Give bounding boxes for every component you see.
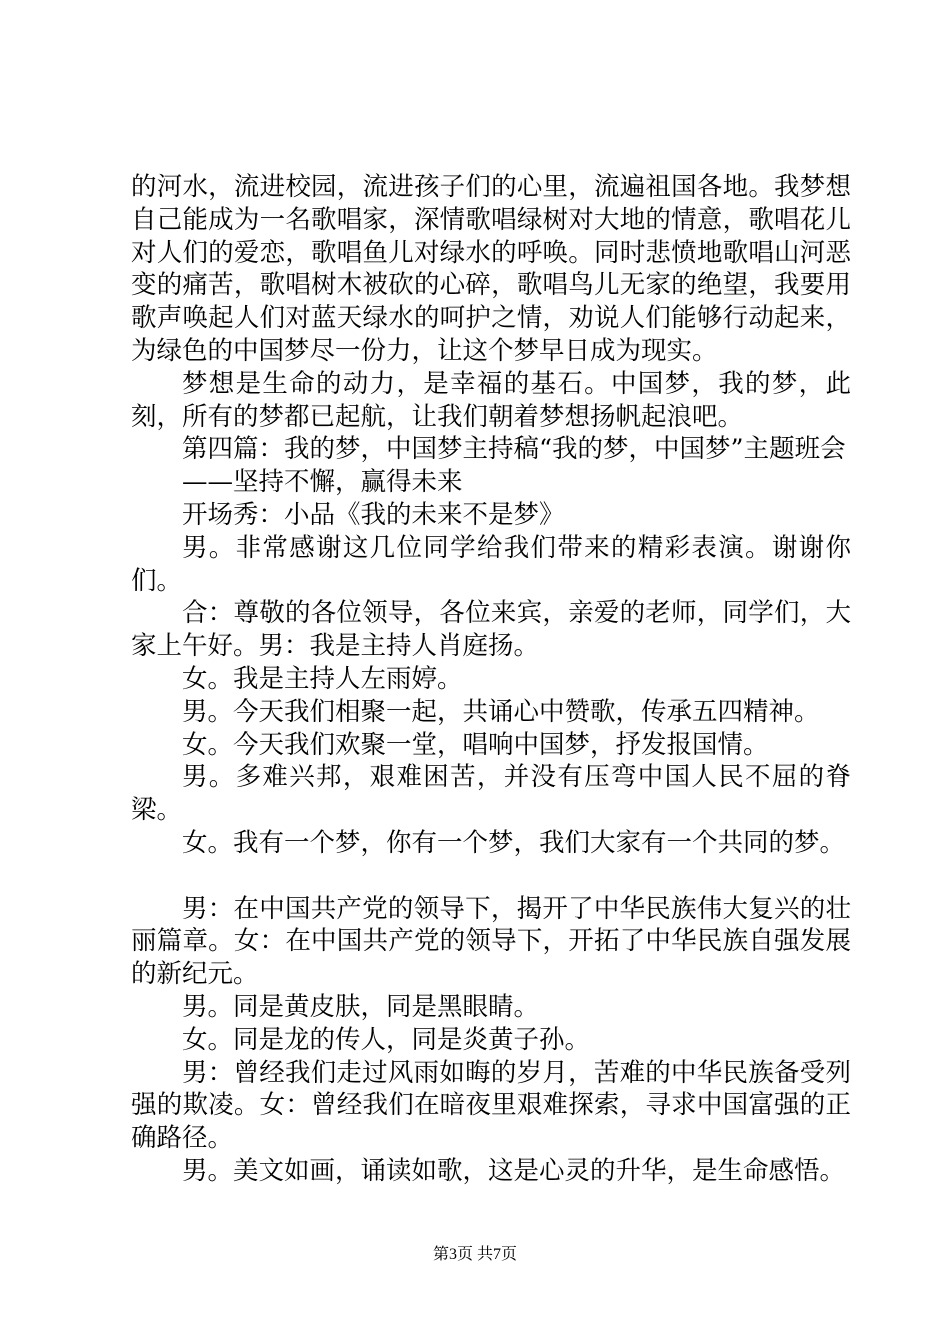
paragraph-host-female-intro: 女。我是主持人左雨婷。: [182, 663, 463, 694]
page-number-footer: 第3页 共7页: [432, 1246, 517, 1263]
paragraph-gather-together: 男。今天我们相聚一起，共诵心中赞歌，传承五四精神。: [182, 696, 820, 727]
paragraph-dream-power: 梦想是生命的动力，是幸福的基石。中国梦，我的梦，此刻，所有的梦都已起航，让我们朝着梦想扬帆起浪吧。: [131, 368, 851, 432]
document-body: [131, 171, 851, 1188]
paragraph-thanks: 男。非常感谢这几位同学给我们带来的精彩表演。谢谢你们。: [131, 532, 851, 596]
paragraph-sing-dream: 女。今天我们欢聚一堂，唱响中国梦，抒发报国情。: [182, 729, 769, 760]
paragraph-hardship: 男。多难兴邦，艰难困苦，并没有压弯中国人民不屈的脊梁。: [131, 762, 851, 826]
paragraph-hard-years: 男：曾经我们走过风雨如晦的岁月，苦难的中华民族备受列强的欺凌。女：曾经我们在暗夜里艰难探索，寻求中国富强的正确路径。: [131, 1057, 851, 1154]
paragraph-opening-show: 开场秀：小品《我的未来不是梦》: [182, 499, 565, 530]
paragraph-common-dream: 女。我有一个梦，你有一个梦，我们大家有一个共同的梦。: [182, 827, 846, 858]
paragraph-same-skin: 男。同是黄皮肤，同是黑眼睛。: [182, 991, 540, 1022]
paragraph-river-dream: 的河水，流进校园，流进孩子们的心里，流遍祖国各地。我梦想自己能成为一名歌唱家，深情歌唱绿树对大地的情意，歌唱花儿对人们的爱恋，歌唱鱼儿对绿水的呼唤。同时悲愤地歌唱山河恶变的痛苦，歌唱树木被砍的心碎，歌唱鸟儿无家的绝望，我要用歌声唤起人们对蓝天绿水的呵护之情，劝说人们能够行动起来，为绿色的中国梦尽一份力，让这个梦早日成为现实。: [131, 172, 851, 366]
paragraph-greeting: 合：尊敬的各位领导，各位来宾，亲爱的老师，同学们，大家上午好。男：我是主持人肖庭扬。: [131, 598, 851, 662]
paragraph-dragon-descendants: 女。同是龙的传人，同是炎黄子孙。: [182, 1024, 591, 1055]
paragraph-subtitle: ——坚持不懈，赢得未来: [182, 467, 463, 498]
paragraph-section-title: 第四篇：我的梦，中国梦主持稿“我的梦，中国梦”主题班会: [182, 434, 846, 465]
paragraph-party-leadership: 男：在中国共产党的领导下，揭开了中华民族伟大复兴的壮丽篇章。女：在中国共产党的领导下，开拓了中华民族自强发展的新纪元。: [131, 893, 851, 990]
paragraph-reading-song: 男。美文如画，诵读如歌，这是心灵的升华，是生命感悟。: [182, 1155, 846, 1186]
